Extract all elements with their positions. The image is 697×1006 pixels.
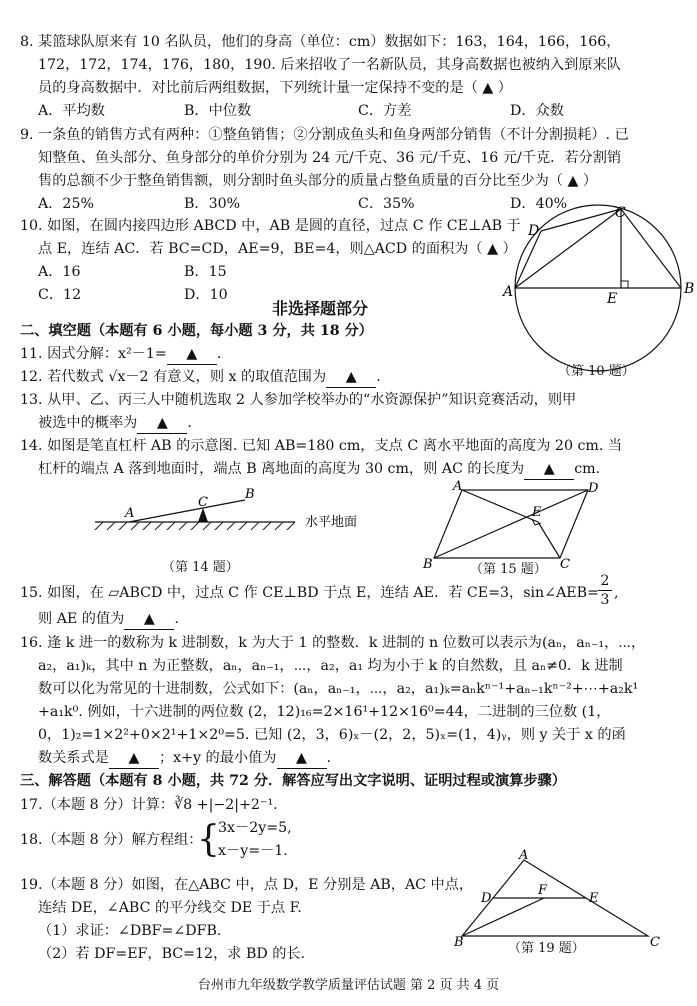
part2-header: 二、填空题（本题有 6 小题，每小题 3 分，共 18 分） bbox=[20, 323, 373, 339]
part3-header: 三、解答题（本题有 8 小题，共 72 分．解答应写出文字说明、证明过程或演算步骤） bbox=[20, 773, 566, 789]
q15-line-2: 则 AE 的值为 ▲ . bbox=[38, 609, 179, 630]
fig19-label-a: A bbox=[519, 848, 529, 863]
fig15-label-b: B bbox=[423, 557, 433, 572]
q11: 11. 因式分解：x²－1= ▲ . bbox=[20, 344, 221, 365]
fig19-label-f: F bbox=[538, 883, 548, 898]
q10-option-d: D．10 bbox=[184, 287, 228, 303]
figure-15-caption: （第 15 题） bbox=[470, 562, 547, 577]
q19-line-3: （1）求证：∠DBF=∠DFB. bbox=[38, 923, 222, 939]
q8-line-1: 8. 某篮球队原来有 10 名队员，他们的身高（单位：cm）数据如下：163，164，166，166， bbox=[20, 34, 621, 50]
q15-fraction bbox=[598, 572, 612, 609]
fig15-label-d: D bbox=[588, 481, 599, 496]
q12-text: 12. 若代数式 √x－2 有意义，则 x 的取值范围为 bbox=[20, 369, 327, 385]
figure-14-caption: （第 14 题） bbox=[162, 560, 239, 575]
q10-line-1: 10. 如图，在圆内接四边形 ABCD 中，AB 是圆的直径，过点 C 作 CE⊥AB 于 bbox=[20, 218, 521, 234]
fig14-label-b: B bbox=[245, 487, 255, 502]
q18-equation-1: 3x－2y=5, bbox=[218, 820, 292, 836]
figure-19-caption: （第 19 题） bbox=[508, 941, 585, 956]
q15-fraction-denominator: 3 bbox=[600, 592, 610, 608]
q18-brace: { bbox=[197, 819, 220, 860]
fig10-label-c: C bbox=[615, 205, 626, 221]
q8-line-3: 员的身高数据中．对比前后两组数据，下列统计量一定保持不变的是（ ▲ ） bbox=[38, 80, 512, 96]
q11-answer-blank[interactable]: ▲ bbox=[167, 344, 217, 365]
fig15-label-a: A bbox=[453, 479, 463, 494]
q9-option-d: D．40% bbox=[510, 196, 568, 212]
page-footer: 台州市九年级数学教学质量评估试题 第 2 页 共 4 页 bbox=[197, 978, 500, 993]
q16-line-1: 16. 逢 k 进一的数称为 k 进制数，k 为大于 1 的整数．k 进制的 n 位数可以表示为(aₙ，aₙ₋₁，⋯， bbox=[20, 635, 646, 651]
q9-option-b: B．30% bbox=[184, 196, 241, 212]
q14-unit: cm. bbox=[574, 461, 601, 477]
q19-line-2: 连结 DE，∠ABC 的平分线交 DE 于点 F. bbox=[38, 900, 302, 916]
q16-line-2: a₂，a₁)ₖ，其中 n 为正整数，aₙ，aₙ₋₁，⋯，a₂，a₁ 均为小于 k 的自然数，且 aₙ≠0．k 进制 bbox=[38, 658, 623, 674]
q9-line-3: 售的总额不少于整鱼销售额，则分割时鱼头部分的质量占整鱼质量的百分比至少为（ ▲ ） bbox=[38, 173, 598, 189]
q8-option-c: C．方差 bbox=[358, 103, 412, 119]
figure-10 bbox=[503, 203, 693, 363]
q10-option-b: B．15 bbox=[184, 264, 227, 280]
q16-line-5: 0，1)₂=1×2²+0×2¹+1×2⁰=5. 已知 (2，3，6)ₓ－(2，2，5)ₓ=(1，4)ᵧ，则 y 关于 x 的函 bbox=[38, 727, 626, 743]
fig15-label-c: C bbox=[560, 557, 570, 572]
q12: 12. 若代数式 √x－2 有意义，则 x 的取值范围为 ▲ . bbox=[20, 367, 381, 388]
q14-answer-blank[interactable]: ▲ bbox=[524, 459, 574, 480]
q9-line-2: 知整鱼、鱼头部分、鱼身部分的单价分别为 24 元/千克、36 元/千克、16 元/千克．若分割销 bbox=[38, 150, 622, 166]
q8-line-2: 172，172，174，176，180，190. 后来招收了一名新队员，其身高数据也被纳入到原来队 bbox=[38, 57, 621, 73]
fig15-label-e: E bbox=[532, 505, 542, 520]
q11-text: 11. 因式分解：x²－1= bbox=[20, 346, 167, 362]
q14-line-2 bbox=[38, 459, 600, 480]
fig10-label-d: D bbox=[528, 223, 540, 239]
q14-text: 杠杆的端点 A 落到地面时，端点 B 离地面的高度为 30 cm，则 AC 的长度为 bbox=[38, 461, 525, 477]
q9-line-1: 9. 一条鱼的销售方式有两种：①整鱼销售；②分割成鱼头和鱼身两部分销售（不计分割损耗）. 已 bbox=[20, 127, 629, 143]
q13-line-2: 被选中的概率为 ▲ . bbox=[38, 413, 192, 434]
q16-line-3: 数可以化为常见的十进制数，公式如下：(aₙ，aₙ₋₁，⋯，a₂，a₁)ₖ=aₙkⁿ⁻¹+aₙ₋₁kⁿ⁻²+⋯+a₂k¹ bbox=[38, 681, 639, 697]
fig14-ground-label: 水平地面 bbox=[305, 515, 358, 530]
fig14-label-c: C bbox=[198, 495, 208, 510]
q10-line-2: 点 E，连结 AC．若 BC=CD，AE=9，BE=4，则△ACD 的面积为（ ▲ ） bbox=[38, 241, 517, 257]
q18-stem: 18.（本题 8 分）解方程组： bbox=[20, 832, 203, 848]
q19-line-1: 19.（本题 8 分）如图，在△ABC 中，点 D，E 分别是 AB，AC 中点， bbox=[20, 877, 474, 893]
fig19-label-c: C bbox=[650, 935, 660, 950]
q16-text-a: 数关系式是 bbox=[38, 750, 109, 766]
fig14-label-a: A bbox=[125, 506, 135, 521]
q15-fraction-numerator: 2 bbox=[598, 572, 612, 591]
q14-line-1: 14. 如图是笔直杠杆 AB 的示意图. 已知 AB=180 cm，支点 C 离水平地面的高度为 20 cm. 当 bbox=[20, 438, 623, 454]
q10-option-c: C．12 bbox=[38, 287, 82, 303]
q16-answer-blank-1[interactable]: ▲ bbox=[109, 748, 159, 769]
q19-line-4: （2）若 DF=EF，BC=12，求 BD 的长. bbox=[38, 946, 306, 962]
q15-text: 则 AE 的值为 bbox=[38, 611, 125, 627]
figure-10-caption: （第 10 题） bbox=[558, 364, 635, 379]
fig10-label-a: A bbox=[503, 284, 514, 300]
fig10-label-b: B bbox=[684, 281, 695, 297]
q8-option-a: A．平均数 bbox=[38, 103, 105, 119]
q15-answer-blank[interactable]: ▲ bbox=[124, 609, 174, 630]
q9-option-c: C．35% bbox=[358, 196, 415, 212]
q16-answer-blank-2[interactable]: ▲ bbox=[277, 748, 327, 769]
q13-text: 被选中的概率为 bbox=[38, 415, 138, 431]
q12-answer-blank[interactable]: ▲ bbox=[326, 367, 376, 388]
q18-equation-2: x－y=－1. bbox=[218, 843, 288, 859]
q15-line-1: 15. 如图，在 ▱ABCD 中，过点 C 作 CE⊥BD 于点 E，连结 AE．若 CE=3，sin∠AEB= bbox=[20, 585, 599, 601]
figure-14 bbox=[95, 484, 385, 539]
q16-line-6: 数关系式是 ▲ ；x+y 的最小值为 ▲ . bbox=[38, 748, 331, 769]
q13-answer-blank[interactable]: ▲ bbox=[137, 413, 187, 434]
fig19-label-d: D bbox=[481, 891, 492, 906]
fig19-label-e: E bbox=[589, 891, 599, 906]
q16-line-4: +a₁k⁰. 例如，十六进制的两位数 (2，12)₁₆=2×16¹+12×16⁰=44，二进制的三位数 (1， bbox=[38, 704, 611, 720]
q9-option-a: A．25% bbox=[38, 196, 94, 212]
q16-text-b: ；x+y 的最小值为 bbox=[158, 750, 277, 766]
q8-option-d: D．众数 bbox=[510, 103, 564, 119]
fig19-label-b: B bbox=[454, 935, 464, 950]
q17: 17.（本题 8 分）计算：∛8 +|−2|+2⁻¹. bbox=[20, 797, 278, 813]
q8-option-b: B．中位数 bbox=[184, 103, 252, 119]
q10-option-a: A．16 bbox=[38, 264, 81, 280]
fig10-label-e: E bbox=[607, 291, 618, 307]
q13-line-1: 13. 从甲、乙、丙三人中随机选取 2 人参加学校举办的“水资源保护”知识竞赛活动，则甲 bbox=[20, 392, 577, 408]
figure-19 bbox=[452, 848, 664, 948]
section-title: 非选择题部分 bbox=[272, 299, 369, 318]
exam-page: 8. 某篮球队原来有 10 名队员，他们的身高（单位：cm）数据如下：163，164，166，166， 172，172，174，176，180，190. 后来招收了一名新队员，其身高数据也被纳入到原来队 员的身高数据中．对比前后两组数据，下列统计量一定保持不变的是（ ▲ ） A．平均数 B．中位数 C．方差 D．众数 9. 一条鱼的销售方式有两种：①整鱼销售；②分割成鱼头和鱼身两部分销售（不计分割损耗）. 已 知整鱼、鱼头部分、鱼身部分的单价分别为 24 元/千克、36 元/千克、16 元/千克．若分割销 售的总额不少于整鱼销售额，则分割时鱼头部分的质量占整鱼质量的百分比至少为（ ▲ ） A．25% B．30% C．35% D．40% 10. 如图，在圆内接四边形 ABCD 中，AB 是圆的直径，过点 C 作 CE⊥AB 于 点 E，连结 AC．若 BC=CD，AE=9，BE=4，则△ACD 的面积为（ ▲ ） A．16 B．15 C．12 D．10 A B C D E （第 10 题） 非选择题部分 二、填空题（本题有 6 小题，每小题 3 分，共 18 分） 11. 因式分解：x²－1= ▲ . 12. 若代数式 √x－2 有意义，则 x 的取值范围为 ▲ . 13. 从甲、乙、丙三人中随机选取 2 人参加学校举办的“水资源保护”知识竞赛活动，则甲 被选中的概率为 ▲ . 14. 如图是笔直杠杆 AB 的示意图. 已知 AB=180 cm，支点 C 离水平地面的高度为 20 cm. 当 杠杆的端点 A 落到地面时，端点 B 离地面的高度为 30 cm，则 AC 的长度为 ▲ cm. A C B 水平地面 （第 14 题） A D E B C （第 15 题） 15. 如图，在 ▱ABCD 中，过点 C 作 CE⊥BD 于点 E，连结 AE．若 CE=3，sin∠AEB= $\frac{2}{3}$ , 则 AE 的值为 ▲ . 16. 逢 k 进一的数称为 k 进制数，k 为大于 1 的整数．k 进制的 n 位数可以表示为(aₙ，aₙ₋₁，⋯， a₂，a₁)ₖ，其中 n 为正整数，aₙ，aₙ₋₁，⋯，a₂，a₁ 均为小于 k 的自然数，且 aₙ≠0．k 进制 数可以化为常见的十进制数，公式如下：(aₙ，aₙ₋₁，⋯，a₂，a₁)ₖ=aₙkⁿ⁻¹+aₙ₋₁kⁿ⁻²+⋯+a₂k¹ +a₁k⁰. 例如，十六进制的两位数 (2，12)₁₆=2×16¹+12×16⁰=44，二进制的三位数 (1， 0，1)₂=1×2²+0×2¹+1×2⁰=5. 已知 (2，3，6)ₓ－(2，2，5)ₓ=(1，4)ᵧ，则 y 关于 x 的函 数关系式是 ▲ ；x+y 的最小值为 ▲ . 三、解答题（本题有 8 小题，共 72 分．解答应写出文字说明、证明过程或演算步骤） 17.（本题 8 分）计算：∛8 +|−2|+2⁻¹. 18.（本题 8 分）解方程组： { 3x－2y=5, x－y=－1. 19.（本题 8 分）如图，在△ABC 中，点 D，E 分别是 AB，AC 中点， 连结 DE，∠ABC 的平分线交 DE 于点 F. （1）求证：∠DBF=∠DFB. （2）若 DF=EF，BC=12，求 BD 的长. A D F E B C （第 19 题） 台州市九年级数学教学质量评估试题 第 2 页 共 4 页 bbox=[0, 0, 697, 1006]
